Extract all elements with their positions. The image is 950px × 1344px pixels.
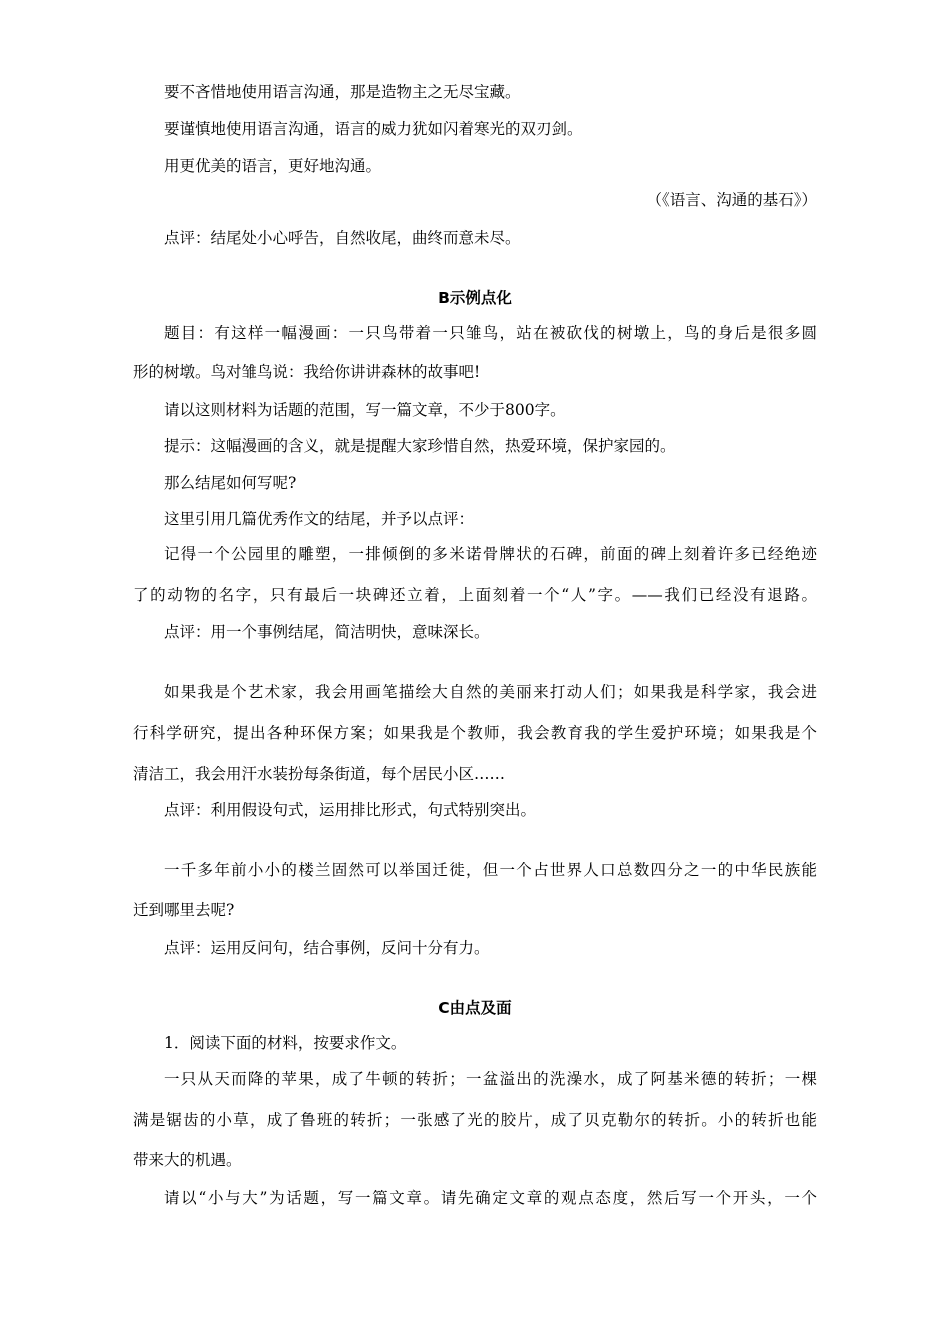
comment-line: 点评：用一个事例结尾，简洁明快，意味深长。: [164, 623, 490, 641]
material-line: 一只从天而降的苹果，成了牛顿的转折；一盆溢出的洗澡水，成了阿基米德的转折；一棵: [164, 1070, 817, 1088]
paragraph-line: 用更优美的语言，更好地沟通。: [164, 157, 382, 175]
section-b-heading: B示例点化: [438, 289, 512, 307]
material-line: 满是锯齿的小草，成了鲁班的转折；一张感了光的胶片，成了贝克勒尔的转折。小的转折也能: [133, 1111, 817, 1129]
paragraph-line: 要不吝惜地使用语言沟通，那是造物主之无尽宝藏。: [164, 83, 521, 101]
question-line: 那么结尾如何写呢?: [164, 474, 297, 492]
example-line: 如果我是个艺术家，我会用画笔描绘大自然的美丽来打动人们；如果我是科学家，我会进: [164, 683, 817, 701]
requirement-line: 请以这则材料为话题的范围，写一篇文章，不少于800字。: [164, 401, 566, 419]
paragraph-line: 要谨慎地使用语言沟通，语言的威力犹如闪着寒光的双刃剑。: [164, 120, 583, 138]
example-line: 行科学研究，提出各种环保方案；如果我是个教师，我会教育我的学生爱护环境；如果我是个: [133, 724, 817, 742]
source-citation: （《语言、沟通的基石》）: [646, 191, 817, 209]
example-line: 记得一个公园里的雕塑，一排倾倒的多米诺骨牌状的石碑，前面的碑上刻着许多已经绝迹: [164, 545, 817, 563]
item-line: 1．阅读下面的材料，按要求作文。: [164, 1034, 407, 1052]
hint-line: 提示：这幅漫画的含义，就是提醒大家珍惜自然，热爱环境，保护家园的。: [164, 437, 676, 455]
task-line: 请以“小与大”为话题，写一篇文章。请先确定文章的观点态度，然后写一个开头，一个: [164, 1189, 817, 1207]
comment-line: 点评：利用假设句式，运用排比形式，句式特别突出。: [164, 801, 537, 819]
section-c-heading: C由点及面: [438, 999, 512, 1017]
topic-line: 题目：有这样一幅漫画：一只鸟带着一只雏鸟，站在被砍伐的树墩上，鸟的身后是很多圆: [164, 324, 817, 342]
comment-line: 点评：运用反问句，结合事例，反问十分有力。: [164, 939, 490, 957]
example-line: 迁到哪里去呢?: [133, 901, 235, 919]
topic-line: 形的树墩。鸟对雏鸟说：我给你讲讲森林的故事吧!: [133, 363, 481, 381]
example-line: 一千多年前小小的楼兰固然可以举国迁徙，但一个占世界人口总数四分之一的中华民族能: [164, 861, 817, 879]
example-line: 清洁工，我会用汗水装扮每条街道，每个居民小区……: [133, 765, 506, 783]
intro-line: 这里引用几篇优秀作文的结尾，并予以点评：: [164, 510, 475, 528]
example-line: 了的动物的名字，只有最后一块碑还立着，上面刻着一个“人”字。——我们已经没有退路。: [133, 586, 817, 604]
material-line: 带来大的机遇。: [133, 1151, 242, 1169]
comment-line: 点评：结尾处小心呼告，自然收尾，曲终而意未尽。: [164, 229, 521, 247]
